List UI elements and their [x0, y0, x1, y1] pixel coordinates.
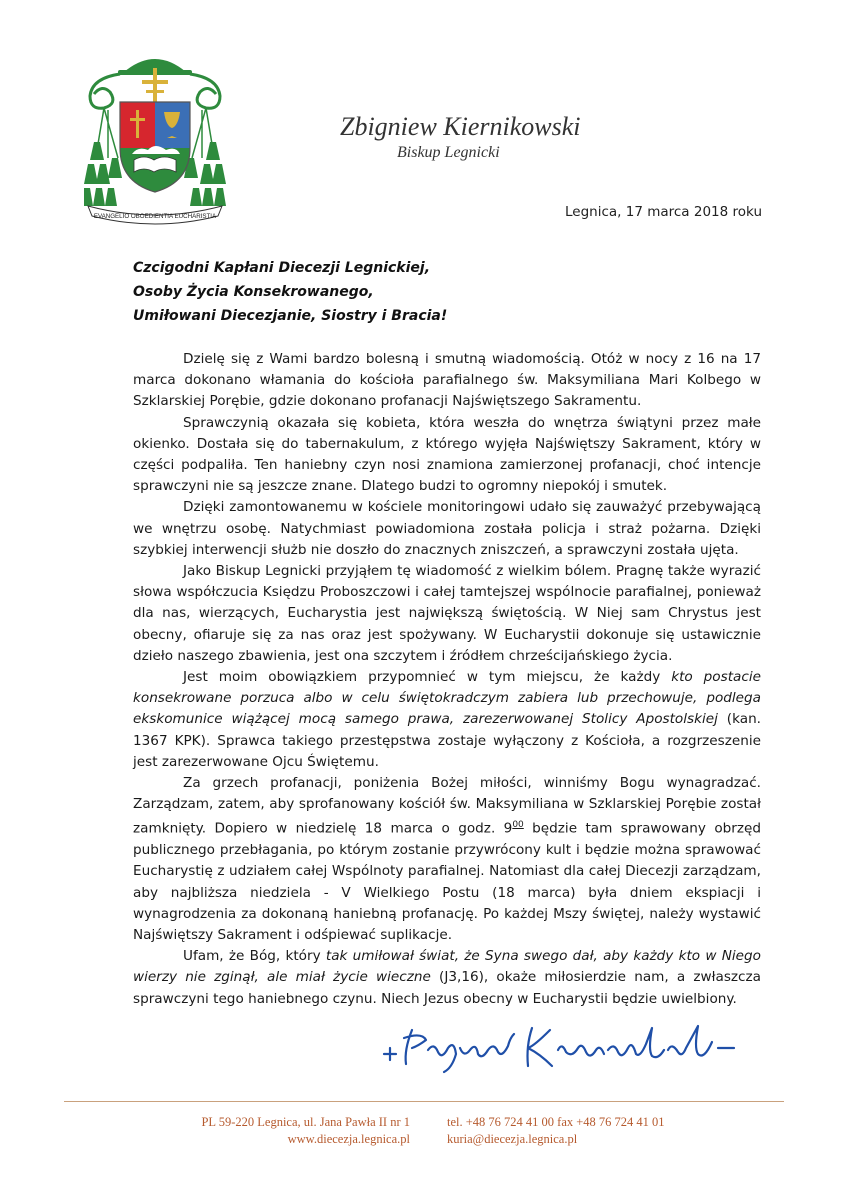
- letter-body: [133, 349, 761, 1010]
- scripture-quote: tak umiłował świat, że Syna swego dał, aby każdy kto w Niego wierzy nie zginął, ale miał życie wieczne: [133, 948, 761, 986]
- handwritten-signature: [382, 1020, 762, 1076]
- footer-phone: tel. +48 76 724 41 00 fax +48 76 724 41 01: [447, 1115, 665, 1129]
- bishop-title: Biskup Legnicki: [397, 144, 500, 161]
- coat-motto: EVANGELIO OBOEDIENTIA EUCHARISTIA: [93, 213, 217, 220]
- paragraph: [133, 773, 761, 946]
- text-segment: Jest moim obowiązkiem przypomnieć w tym miejscu, że każdy: [183, 669, 672, 686]
- canon-law-quote: kto postacie konsekrowane porzuca albo w celu świętokradczym zabiera lub przechowuje, podlega ekskomunice wiążącej mocą samego prawa, zarezerwowanej Stolicy Apostolskiej: [133, 669, 761, 728]
- letter-date: Legnica, 17 marca 2018 roku: [565, 204, 762, 220]
- footer-left: [140, 1114, 410, 1148]
- paragraph: Sprawczynią okazała się kobieta, która weszła do wnętrza świątyni przez małe okienko. Dostała się do tabernakulum, z którego wyjęła Najświętszy Sakrament, który w części podpaliła. Ten haniebny czyn nosi znamiona zamierzonej profanacji, choć intencje sprawczyni nie są jeszcze znane. Dlatego budzi to ogromny niepokój i smutek.: [133, 414, 761, 495]
- coat-of-arms: [84, 48, 226, 226]
- salutation-line: Umiłowani Diecezjanie, Siostry i Bracia!: [133, 308, 448, 324]
- paragraph: [133, 667, 761, 773]
- paragraph: Dzielę się z Wami bardzo bolesną i smutną wiadomością. Otóż w nocy z 16 na 17 marca dokonano włamania do kościoła parafialnego św. Maksymiliana Mari Kolbego w Szklarskiej Porębie, gdzie dokonano profanacji Najświętszego Sakramentu.: [133, 351, 761, 410]
- paragraph: Jako Biskup Legnicki przyjąłem tę wiadomość z wielkim bólem. Pragnę także wyrazić słowa współczucia Księdzu Proboszczowi i całej tamtejszej wspólnocie parafialnej, ponieważ dla nas, wierzących, Eucharystia jest największą świętością. W Niej sam Chrystus jest obecny, ofiaruje się za nas oraz jest spożywany. W Eucharystii dokonuje się ustawicznie dzieło naszego zbawienia, jest ona szczytem i źródłem chrześcijańskiego życia.: [133, 563, 761, 664]
- text-segment: (J3,16), okaże miłosierdzie nam, a zwłaszcza sprawczyni tego haniebnego czynu. Niech Jezus obecny w Eucharystii będzie uwielbiony.: [133, 969, 761, 1007]
- shield: [120, 102, 190, 192]
- paragraph: [133, 946, 761, 1010]
- text-segment: Ufam, że Bóg, który: [183, 948, 326, 965]
- salutation: [133, 256, 693, 328]
- salutation-line: Osoby Życia Konsekrowanego,: [133, 284, 374, 300]
- time-superscript: 00: [512, 820, 524, 831]
- footer-right: [447, 1114, 747, 1148]
- text-segment: Za grzech profanacji, poniżenia Bożej miłości, winniśmy Bogu wynagradzać. Zarządzam, zatem, aby sprofanowany kościół św. Maksymiliana w Szklarskiej Porębie został zamknięty. Dopiero w niedzielę 18 marca o godz. 9: [133, 775, 761, 837]
- salutation-line: Czcigodni Kapłani Diecezji Legnickiej,: [133, 260, 431, 276]
- text-segment: będzie tam sprawowany obrzęd publicznego przebłagania, po którym zostanie przywrócony kult i będzie można sprawować Eucharystię z udziałem całej Wspólnoty parafialnej. Natomiast dla całej Diecezji zarządzam, aby najbliższa niedziela - V Wielkiego Postu (18 marca) była dniem ekspiacji i wynagrodzenia za dokonaną haniebną profanację. Po każdej Mszy świętej, należy wystawić Najświętszy Sakrament i odśpiewać suplikacje.: [133, 821, 762, 944]
- footer-divider: [64, 1101, 784, 1102]
- footer-email[interactable]: kuria@diecezja.legnica.pl: [447, 1132, 578, 1146]
- bishop-name: Zbigniew Kiernikowski: [340, 112, 581, 141]
- paragraph: Dzięki zamontowanemu w kościele monitoringowi udało się zauważyć przebywającą we wnętrzu osobę. Natychmiast powiadomiona została policja i straż pożarna. Dzięki szybkiej interwencji służb nie doszło do znacznych zniszczeń, a sprawczyni została ujęta.: [133, 499, 761, 558]
- footer-address: PL 59-220 Legnica, ul. Jana Pawła II nr 1: [201, 1115, 410, 1129]
- text-segment: (kan. 1367 KPK). Sprawca takiego przestępstwa zostaje wyłączony z Kościoła, a rozgrzeszenie jest zarezerwowane Ojcu Świętemu.: [133, 711, 762, 770]
- footer-website[interactable]: www.diecezja.legnica.pl: [287, 1132, 410, 1146]
